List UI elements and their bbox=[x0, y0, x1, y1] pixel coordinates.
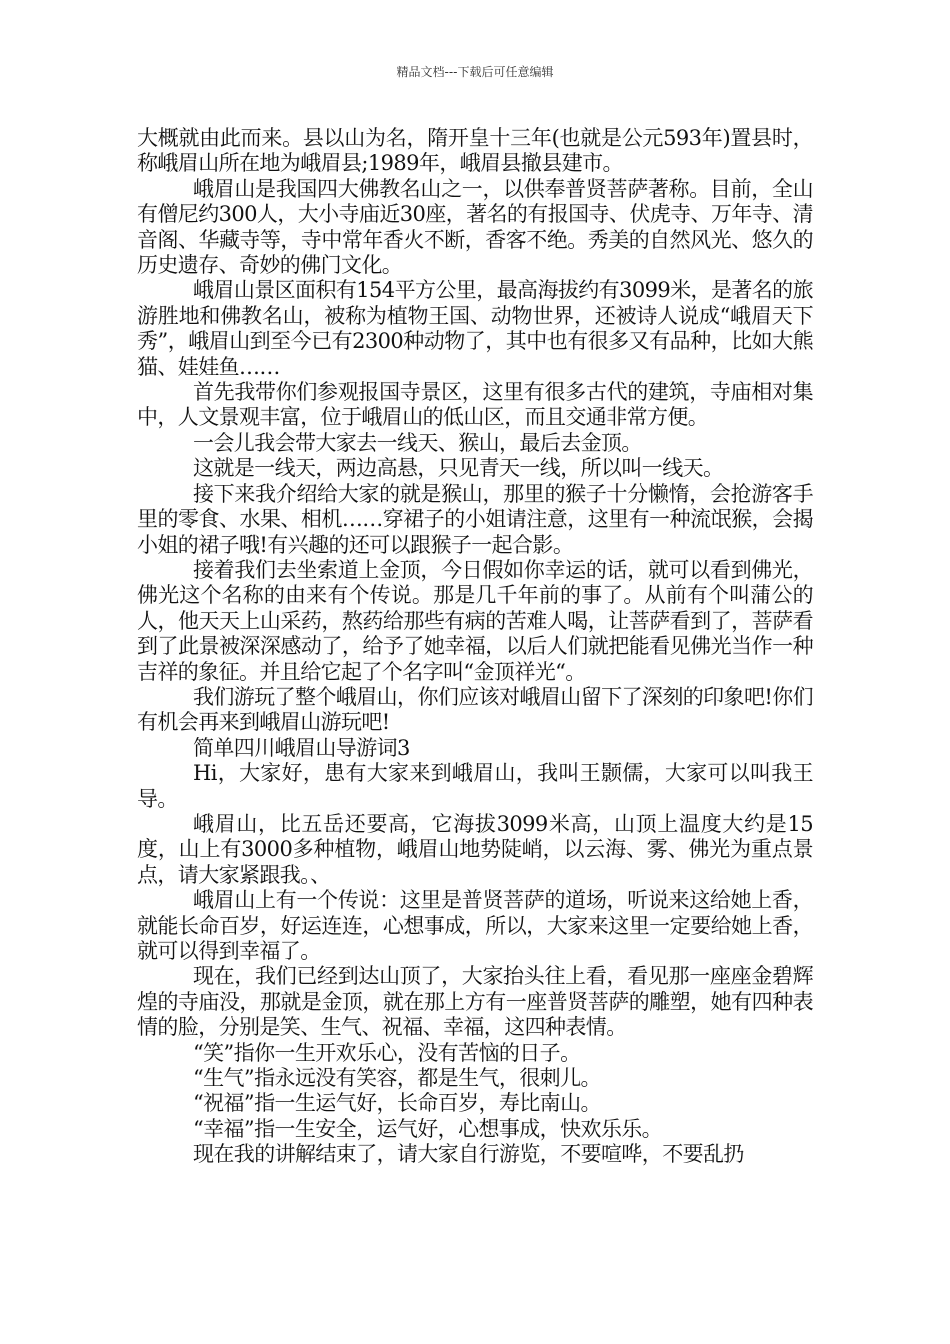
section-title: 简单四川峨眉山导游词3 bbox=[193, 735, 410, 760]
paragraph: 首先我带你们参观报国寺景区，这里有很多古代的建筑，寺庙相对集中，人文景观丰富，位于峨眉山的低山区，而且交通非常方便。 bbox=[137, 380, 813, 430]
page-header: 精品文档---下载后可任意编辑 bbox=[396, 65, 554, 79]
paragraph: “祝福”指一生运气好，长命百岁，寿比南山。 bbox=[193, 1091, 601, 1116]
paragraph: 峨眉山是我国四大佛教名山之一，以供奉普贤菩萨著称。目前，全山有僧尼约300人，大小寺庙近30座，著名的有报国寺、伏虎寺、万年寺、清音阁、华藏寺等，寺中常年香火不断，香客不绝。秀美的自然风光、悠久的历史遗存、奇妙的佛门文化。 bbox=[137, 176, 813, 278]
paragraph: 现在我的讲解结束了，请大家自行游览，不要喧哗，不要乱扔 bbox=[193, 1142, 744, 1167]
document-body bbox=[137, 126, 813, 1168]
paragraph: 峨眉山上有一个传说：这里是普贤菩萨的道场，听说来这给她上香，就能长命百岁，好运连连，心想事成，所以，大家来这里一定要给她上香，就可以得到幸福了。 bbox=[137, 888, 813, 963]
paragraph: 大概就由此而来。县以山为名，隋开皇十三年(也就是公元593年)置县时，称峨眉山所在地为峨眉县;1989年，峨眉县撤县建市。 bbox=[137, 126, 813, 176]
paragraph: “生气”指永远没有笑容，都是生气，很刺儿。 bbox=[193, 1066, 601, 1091]
paragraph: 我们游玩了整个峨眉山，你们应该对峨眉山留下了深刻的印象吧!你们有机会再来到峨眉山游玩吧! bbox=[137, 684, 813, 735]
paragraph: “幸福”指一生安全，运气好，心想事成，快欢乐乐。 bbox=[193, 1116, 663, 1141]
paragraph: 峨眉山景区面积有154平方公里，最高海拔约有3099米，是著名的旅游胜地和佛教名山，被称为植物王国、动物世界，还被诗人说成“峨眉天下秀”，峨眉山到至今已有2300种动物了，其中也有很多又有品种，比如大熊猫、娃娃鱼…… bbox=[137, 278, 813, 379]
paragraph: 一会儿我会带大家去一线天、猴山，最后去金顶。 bbox=[193, 430, 642, 455]
paragraph: “笑”指你一生开欢乐心，没有苦恼的日子。 bbox=[193, 1040, 581, 1065]
paragraph: 峨眉山，比五岳还要高，它海拔3099米高，山顶上温度大约是15度，山上有3000多种植物，峨眉山地势陡峭，以云海、雾、佛光为重点景点，请大家紧跟我。、 bbox=[137, 811, 813, 887]
paragraph: 接下来我介绍给大家的就是猴山，那里的猴子十分懒惰，会抢游客手里的零食、水果、相机……穿裙子的小姐请注意，这里有一种流氓猴，会揭小姐的裙子哦!有兴趣的还可以跟猴子一起合影。 bbox=[137, 481, 813, 557]
paragraph: 现在，我们已经到达山顶了，大家抬头往上看，看见那一座座金碧辉煌的寺庙没，那就是金顶，就在那上方有一座普贤菩萨的雕塑，她有四种表情的脸，分别是笑、生气、祝福、幸福，这四种表情。 bbox=[137, 964, 813, 1040]
paragraph: 这就是一线天，两边高悬，只见青天一线，所以叫一线天。 bbox=[193, 456, 724, 481]
paragraph: Hi，大家好，患有大家来到峨眉山，我叫王颢儒，大家可以叫我王导。 bbox=[137, 761, 813, 811]
paragraph: 接着我们去坐索道上金顶，今日假如你幸运的话，就可以看到佛光，佛光这个名称的由来有个传说。那是几千年前的事了。从前有个叫蒲公的人，他天天上山采药，熬药给那些有病的苦难人喝，让菩萨看到了，菩萨看到了此景被深深感动了，给予了她幸福，以后人们就把能看见佛光当作一种吉祥的象征。并且给它起了个名字叫“金顶祥光“。 bbox=[137, 557, 813, 684]
